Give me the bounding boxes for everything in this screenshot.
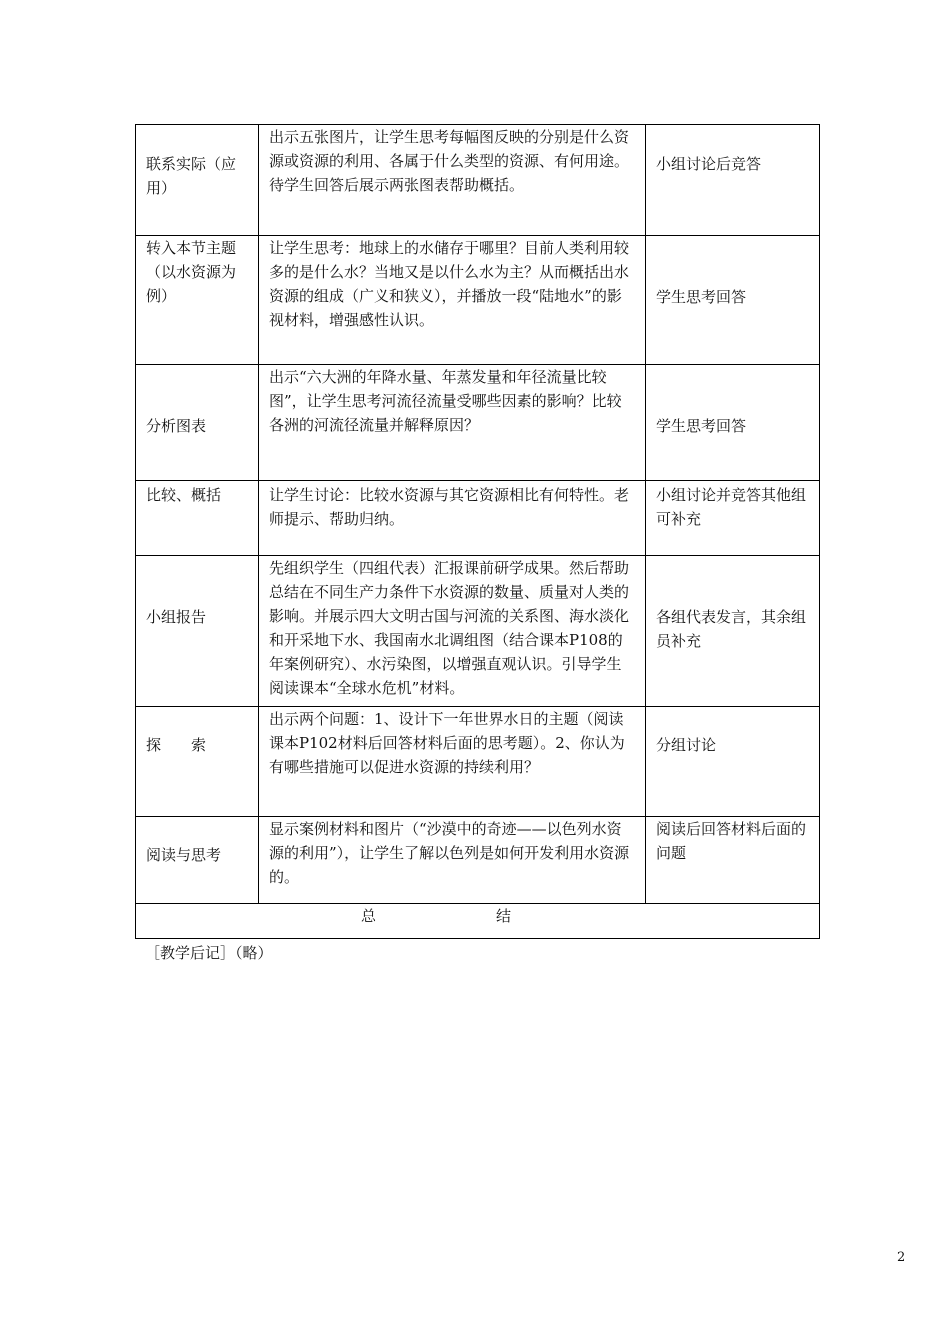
student-activity-cell: 阅读后回答材料后面的问题 (646, 817, 820, 904)
stage-cell: 阅读与思考 (136, 817, 259, 904)
stage-cell: 小组报告 (136, 556, 259, 707)
table-row (136, 481, 820, 556)
stage-cell: 转入本节主题（以水资源为例） (136, 236, 259, 365)
teacher-activity-cell: 让学生思考：地球上的水储存于哪里？目前人类利用较多的是什么水？当地又是以什么水为主？从而概括出水资源的组成（广义和狭义），并播放一段“陆地水”的影视材料，增强感性认识。 (259, 236, 646, 365)
table-row (136, 125, 820, 236)
teacher-activity-cell: 显示案例材料和图片（“沙漠中的奇迹——以色列水资源的利用”），让学生了解以色列是如何开发利用水资源的。 (259, 817, 646, 904)
student-activity-cell: 各组代表发言，其余组员补充 (646, 556, 820, 707)
table-row (136, 365, 820, 481)
summary-cell (136, 904, 820, 939)
teacher-activity-cell: 出示两个问题：1、设计下一年世界水日的主题（阅读课本P102材料后回答材料后面的思考题）。2、你认为有哪些措施可以促进水资源的持续利用？ (259, 707, 646, 817)
teacher-activity-cell: 先组织学生（四组代表）汇报课前研学成果。然后帮助总结在不同生产力条件下水资源的数量、质量对人类的影响。并展示四大文明古国与河流的关系图、海水淡化和开采地下水、我国南水北调组图（结合课本P108的年案例研究）、水污染图，以增强直观认识。引导学生阅读课本“全球水危机”材料。 (259, 556, 646, 707)
teacher-activity-cell: 让学生讨论：比较水资源与其它资源相比有何特性。老师提示、帮助归纳。 (259, 481, 646, 556)
table-row (136, 556, 820, 707)
page-number: 2 (897, 1250, 906, 1265)
table-row (136, 236, 820, 365)
teacher-activity-cell: 出示“六大洲的年降水量、年蒸发量和年径流量比较图”，让学生思考河流径流量受哪些因素的影响？比较各洲的河流径流量并解释原因？ (259, 365, 646, 481)
lesson-plan-table (135, 124, 820, 939)
student-activity-cell: 学生思考回答 (646, 236, 820, 365)
summary-row (136, 904, 820, 939)
summary-char-1: 总 (361, 907, 377, 925)
student-activity-cell: 学生思考回答 (646, 365, 820, 481)
table-row (136, 707, 820, 817)
stage-cell: 联系实际（应用） (136, 125, 259, 236)
summary-char-2: 结 (496, 907, 512, 925)
stage-cell: 分析图表 (136, 365, 259, 481)
student-activity-cell: 小组讨论后竞答 (646, 125, 820, 236)
stage-cell: 探 索 (136, 707, 259, 817)
teaching-postscript: ［教学后记］（略） (145, 944, 273, 962)
teacher-activity-cell: 出示五张图片，让学生思考每幅图反映的分别是什么资源或资源的利用、各属于什么类型的资源、有何用途。待学生回答后展示两张图表帮助概括。 (259, 125, 646, 236)
student-activity-cell: 小组讨论并竞答其他组可补充 (646, 481, 820, 556)
student-activity-cell: 分组讨论 (646, 707, 820, 817)
table-row (136, 817, 820, 904)
stage-cell: 比较、概括 (136, 481, 259, 556)
